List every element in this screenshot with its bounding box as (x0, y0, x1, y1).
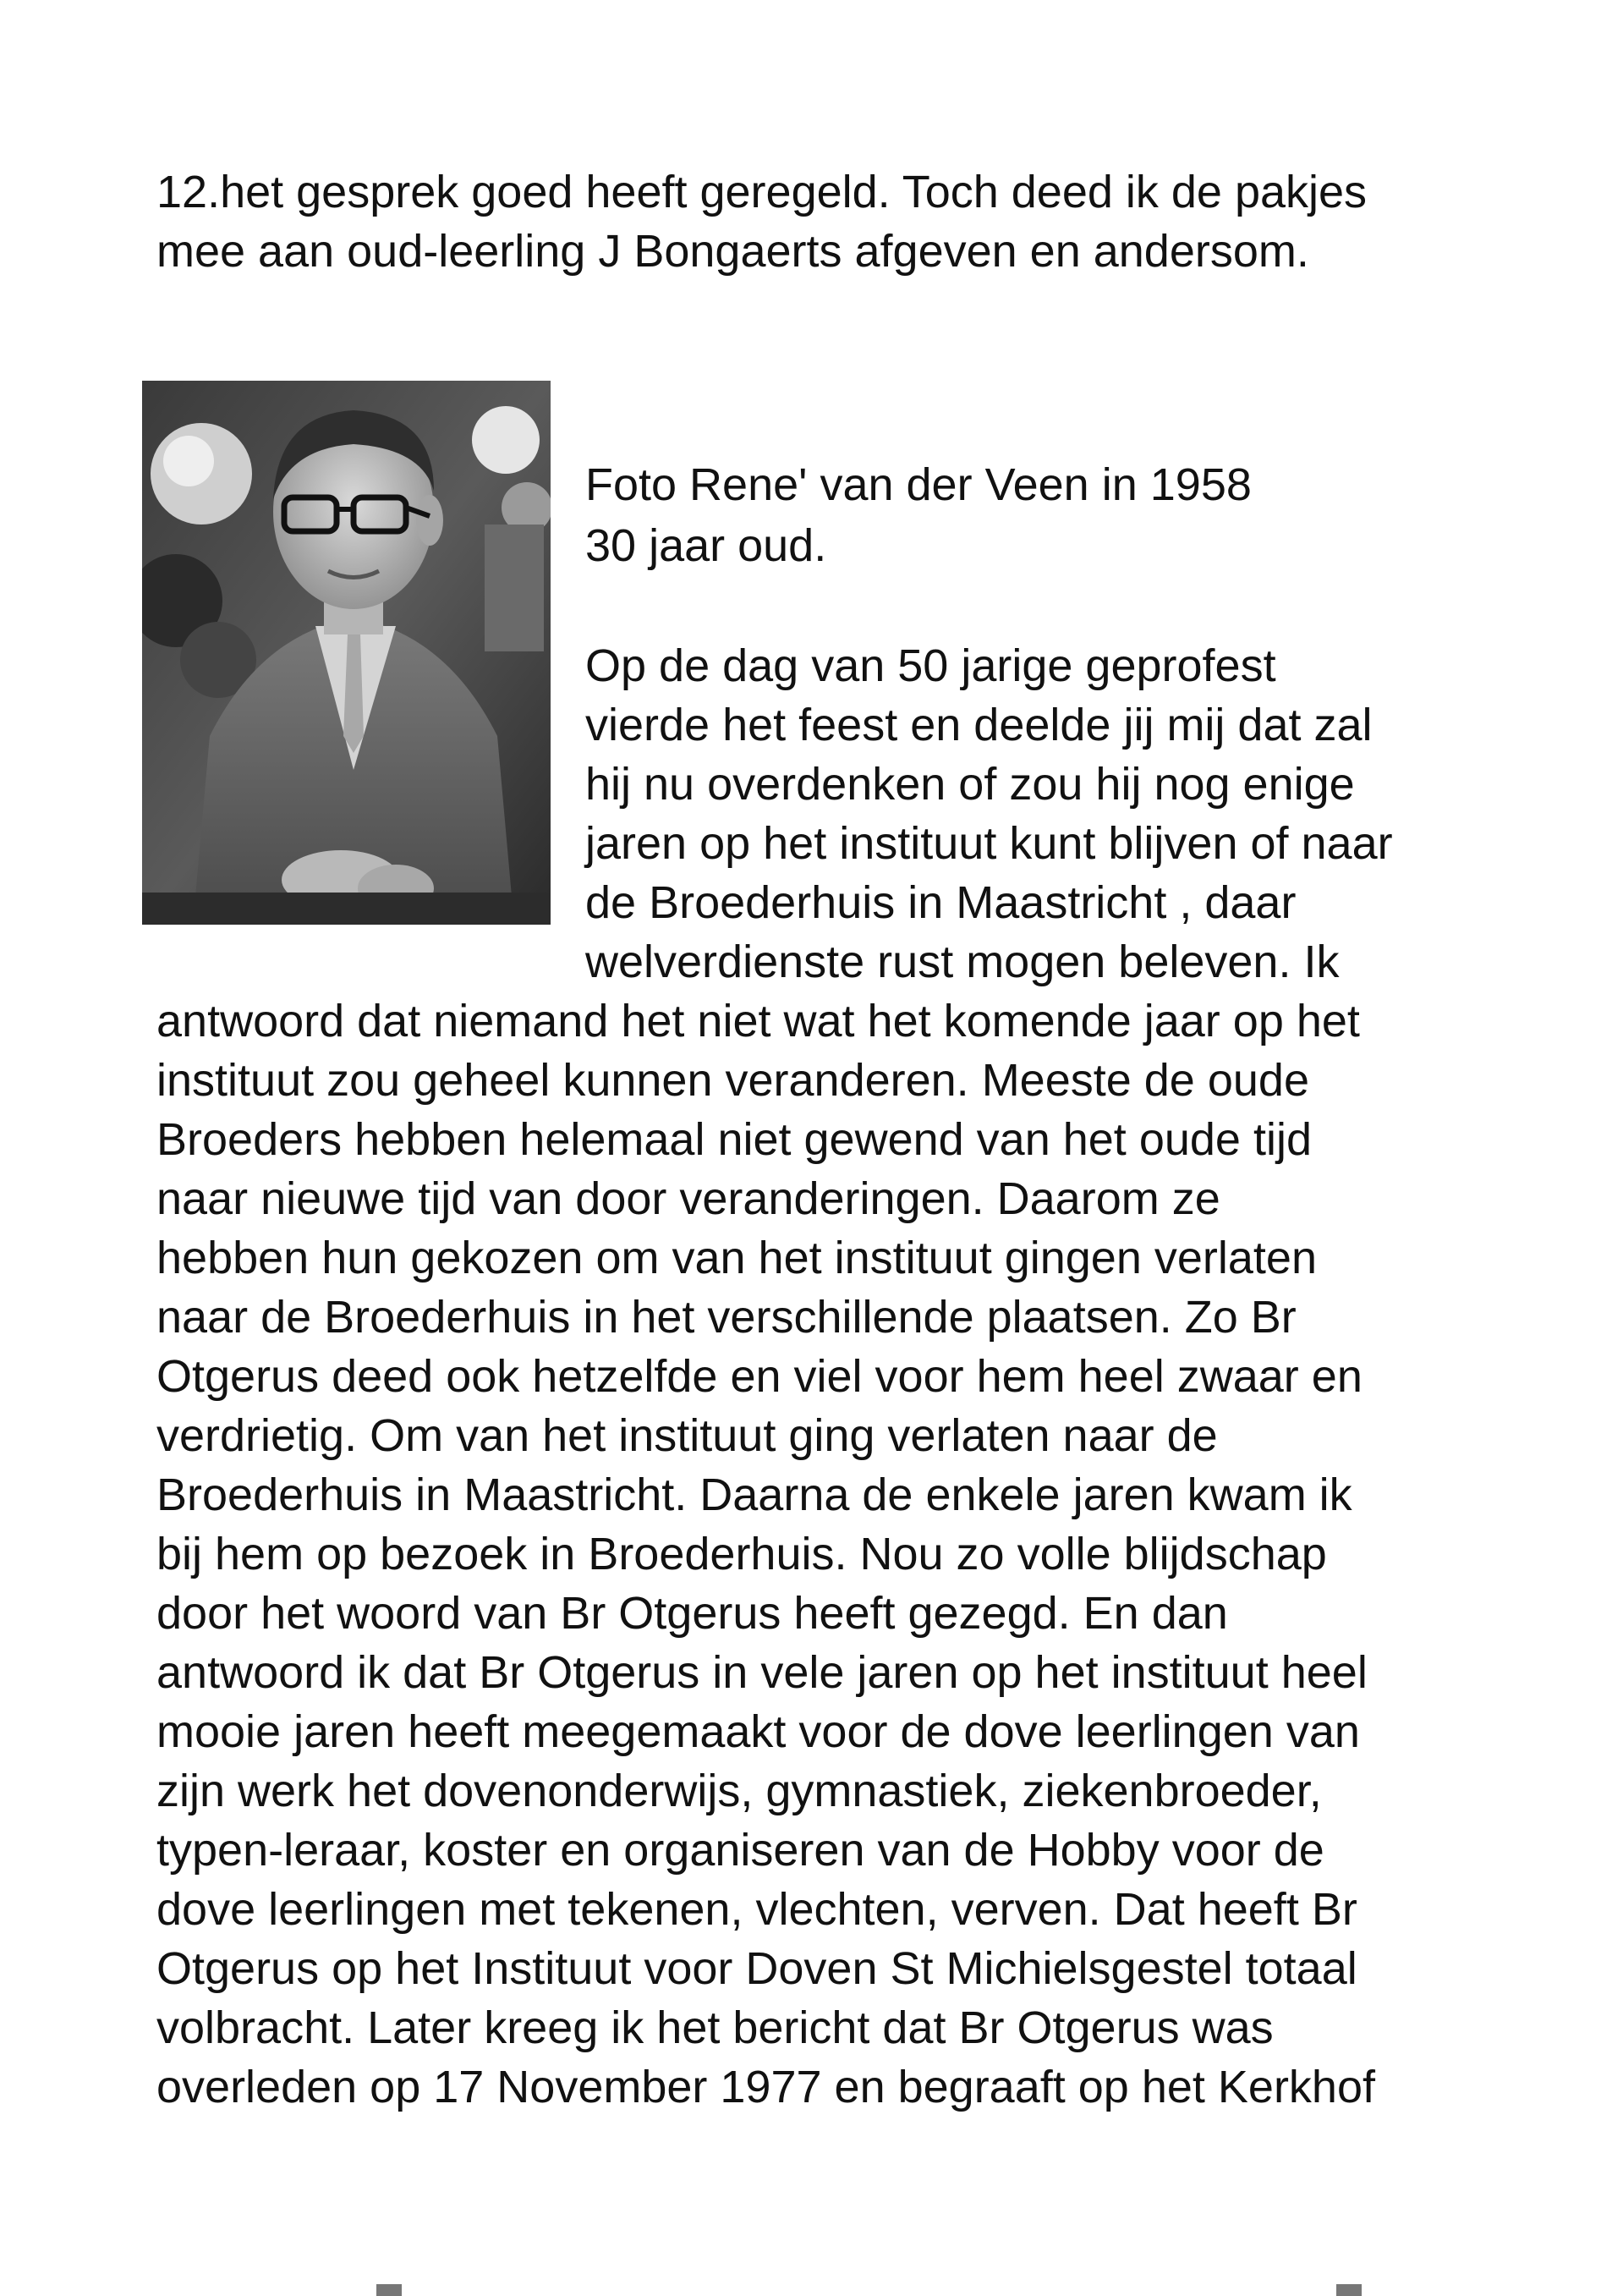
story-line: verdrietig. Om van het instituut ging verlaten naar de (156, 1410, 1218, 1461)
story-line: mooie jaren heeft meegemaakt voor de dove leerlingen van (156, 1706, 1360, 1757)
story-line: instituut zou geheel kunnen veranderen. Meeste de oude (156, 1055, 1309, 1106)
story-line: de Broederhuis in Maastricht , daar (585, 877, 1297, 928)
portrait-photo (142, 381, 551, 925)
story-line: Broederhuis in Maastricht. Daarna de enkele jaren kwam ik (156, 1469, 1352, 1520)
story-line: naar de Broederhuis in het verschillende plaatsen. Zo Br (156, 1292, 1297, 1343)
story-line: Otgerus deed ook hetzelfde en viel voor hem heel zwaar en (156, 1351, 1363, 1402)
story-line: welverdienste rust mogen beleven. Ik (585, 937, 1340, 987)
page-edge-mark-right (1336, 2284, 1362, 2296)
story-line: Op de dag van 50 jarige geprofest (585, 640, 1276, 691)
story-line: antwoord dat niemand het niet wat het komende jaar op het (156, 996, 1360, 1046)
page-edge-mark-left (376, 2284, 402, 2296)
story-line: naar nieuwe tijd van door veranderingen. Daarom ze (156, 1173, 1220, 1224)
story-line: dove leerlingen met tekenen, vlechten, verven. Dat heeft Br (156, 1884, 1357, 1935)
photo-caption-line-2: 30 jaar oud. (585, 520, 827, 571)
intro-line-2: mee aan oud-leerling J Bongaerts afgeven en andersom. (156, 226, 1309, 277)
story-line: overleden op 17 November 1977 en begraaft op het Kerkhof (156, 2062, 1375, 2112)
story-line: Otgerus op het Instituut voor Doven St Michielsgestel totaal (156, 1943, 1357, 1994)
story-line: vierde het feest en deelde jij mij dat zal (585, 700, 1373, 750)
story-line: door het woord van Br Otgerus heeft gezegd. En dan (156, 1588, 1228, 1639)
intro-line-1: 12.het gesprek goed heeft geregeld. Toch deed ik de pakjes (156, 167, 1368, 217)
portrait-photo-icon (142, 381, 551, 925)
photo-caption-line-1: Foto Rene' van der Veen in 1958 (585, 459, 1252, 510)
story-line: hebben hun gekozen om van het instituut gingen verlaten (156, 1233, 1317, 1283)
story-line: antwoord ik dat Br Otgerus in vele jaren op het instituut heel (156, 1647, 1368, 1698)
story-line: Broeders hebben helemaal niet gewend van het oude tijd (156, 1114, 1312, 1165)
story-line: typen-leraar, koster en organiseren van de Hobby voor de (156, 1825, 1324, 1876)
story-line: jaren op het instituut kunt blijven of naar (585, 818, 1393, 869)
story-line: volbracht. Later kreeg ik het bericht dat Br Otgerus was (156, 2002, 1274, 2053)
story-line: zijn werk het dovenonderwijs, gymnastiek, ziekenbroeder, (156, 1766, 1322, 1816)
story-line: hij nu overdenken of zou hij nog enige (585, 759, 1355, 810)
story-line: bij hem op bezoek in Broederhuis. Nou zo volle blijdschap (156, 1529, 1327, 1579)
